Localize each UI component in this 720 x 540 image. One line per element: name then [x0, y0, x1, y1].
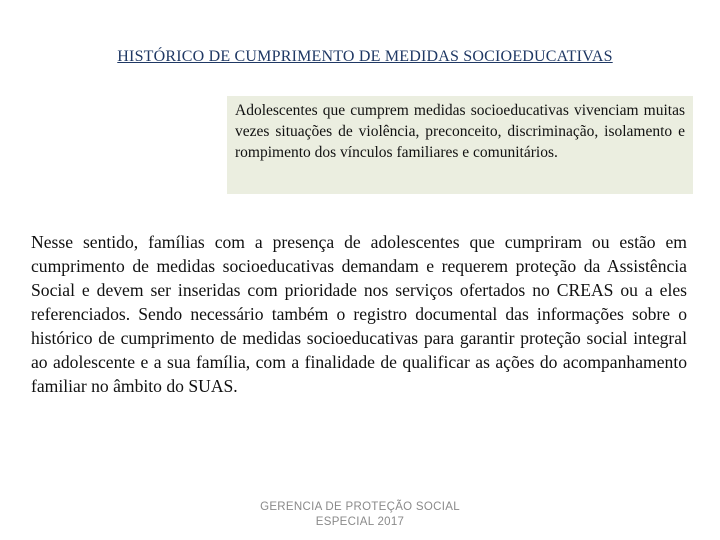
- footer-line-1: GERENCIA DE PROTEÇÃO SOCIAL: [260, 501, 460, 513]
- footer-line-2: ESPECIAL 2017: [315, 516, 405, 528]
- footer: [230, 500, 490, 530]
- slide-title: HISTÓRICO DE CUMPRIMENTO DE MEDIDAS SOCIOEDUCATIVAS: [117, 48, 613, 65]
- highlight-text: Adolescentes que cumprem medidas socioeducativas vivenciam muitas vezes situações de violência, preconceito, discriminação, isolamento e rompimento dos vínculos familiares e comunitários.: [235, 102, 685, 161]
- body-paragraph: Nesse sentido, famílias com a presença de adolescentes que cumpriram ou estão em cumprimento de medidas socioeducativas demandam e requerem proteção da Assistência Social e devem ser inseridas com prioridade nos serviços ofertados no CREAS ou a eles referenciados. Sendo necessário também o registro documental das informações sobre o histórico de cumprimento de medidas socioeducativas para garantir proteção social integral ao adolescente e a sua família, com a finalidade de qualificar as ações do acompanhamento familiar no âmbito do SUAS.: [31, 232, 687, 396]
- highlight-box: [227, 96, 693, 194]
